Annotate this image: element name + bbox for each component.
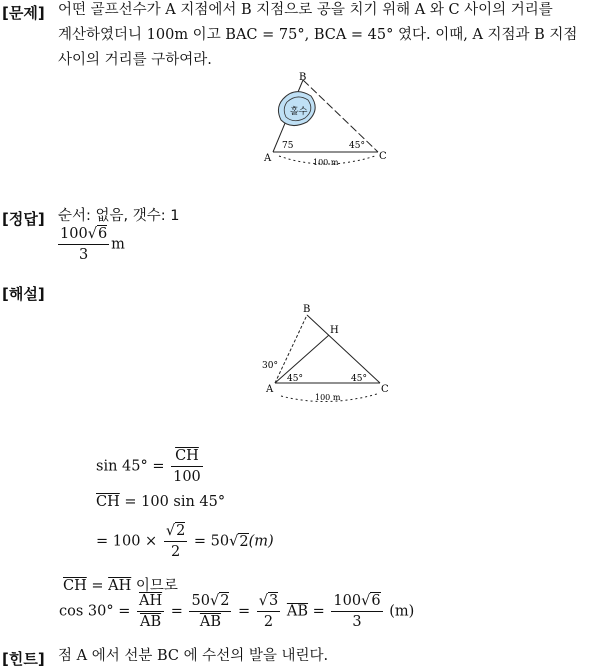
answer-value <box>56 225 125 264</box>
fig2-angle-30: 30° <box>262 361 278 371</box>
solution-figure <box>255 300 395 405</box>
hint-text: 점 A 에서 선분 BC 에 수선의 발을 내린다. <box>58 648 329 664</box>
eq-ch: $\overline{CH} = 100$ sin 45° <box>96 494 226 510</box>
hint-tag: [힌트] <box>2 650 45 668</box>
fig1-distance: 100 m <box>313 158 339 167</box>
badge-text: 홀수 <box>290 107 308 117</box>
eq-sin45: sin 45° = $\frac{\overline{CH}}{100}$ <box>96 448 201 485</box>
eq-value: = 100 × $\frac{√2}{2}$ = 50√2(m) <box>96 523 274 560</box>
fig2-label-c: C <box>381 384 389 395</box>
problem-tag: [문제] <box>2 4 45 22</box>
fig1-label-a: A <box>264 153 272 164</box>
answer-fraction: $\frac{100√6}{3}$ <box>60 226 108 263</box>
solution-tag: [해설] <box>2 285 45 303</box>
eq-cos30: cos 30° = $\frac{\overline{AH}}{AB}$ = $\frac{50√2}{AB}$ = $\frac{√3}{2}$ $\overline{AB}$ = $\frac{100√6}{3}$ (m) <box>59 593 415 630</box>
problem-figure <box>255 68 395 170</box>
eq-ch-ah: $\overline{CH} = \overline{AH}$ 이므로 <box>63 578 178 594</box>
fig1-angle-a: 75 <box>282 141 294 151</box>
problem-line-1: 어떤 골프선수가 A 지점에서 B 지점으로 공을 치기 위해 A 와 C 사이의 거리를 <box>58 2 553 18</box>
problem-text <box>58 0 590 73</box>
fig2-label-h: H <box>330 325 339 336</box>
fig2-angle-45c: 45° <box>351 374 367 384</box>
answer-unit: m <box>111 236 125 253</box>
answer-meta: 순서: 없음, 갯수: 1 <box>58 208 180 224</box>
fig2-distance: 100 m <box>315 393 341 402</box>
problem-line-3: 사이의 거리를 구하여라. <box>58 52 212 68</box>
problem-line-2: 계산하였더니 100m 이고 BAC = 75°, BCA = 45° 였다. 이때, A 지점과 B 지점 <box>58 27 578 43</box>
fig2-angle-45a: 45° <box>287 374 303 384</box>
fig1-angle-c: 45° <box>349 141 365 151</box>
answer-tag: [정답] <box>2 210 45 228</box>
fig2-label-a: A <box>266 384 274 395</box>
fig1-label-b: B <box>299 72 307 83</box>
fig1-label-c: C <box>379 151 387 162</box>
fig2-label-b: B <box>303 304 311 315</box>
